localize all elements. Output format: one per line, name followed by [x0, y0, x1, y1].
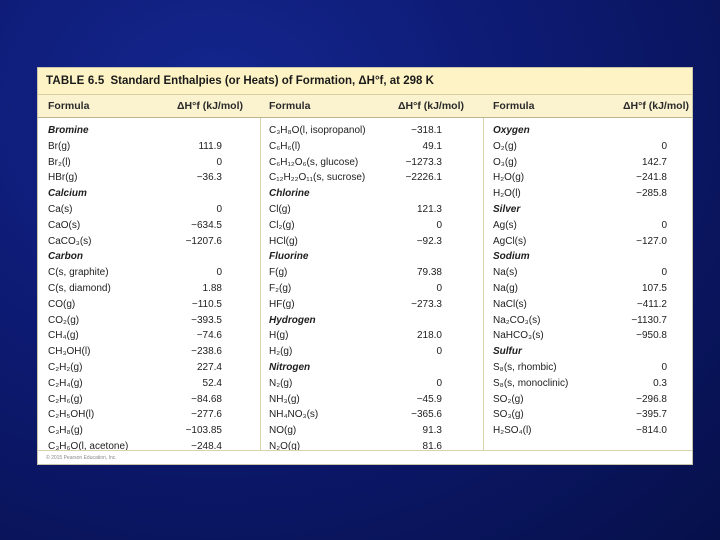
enthalpy-value-cell: −365.6 [411, 409, 442, 421]
enthalpy-value-cell: −950.8 [636, 330, 667, 342]
enthalpy-value-cell: 0 [661, 140, 667, 152]
formula-cell: HBr(g) [48, 172, 78, 184]
table-row [493, 392, 667, 408]
category-label: Nitrogen [269, 361, 311, 373]
table-row [48, 407, 222, 423]
enthalpy-value-cell: −110.5 [191, 298, 222, 310]
table-row [493, 170, 667, 186]
column-header-row [38, 95, 692, 118]
formula-cell: HF(g) [269, 298, 295, 310]
table-row [269, 328, 442, 344]
formula-cell: O₂(g) [493, 140, 517, 152]
enthalpy-value-cell: 0 [436, 377, 442, 389]
table-row [269, 218, 442, 234]
category-label: Sulfur [493, 346, 522, 358]
table-column-2 [269, 123, 442, 455]
table-row [48, 423, 222, 439]
column-divider [483, 118, 484, 450]
enthalpy-value-cell: 121.3 [416, 203, 442, 215]
formula-cell: C₂H₂(g) [48, 361, 83, 373]
category-row [269, 249, 442, 265]
formula-cell: C₃H₆O(l, acetone) [48, 440, 129, 452]
table-row [269, 139, 442, 155]
enthalpy-value-cell: 142.7 [641, 156, 667, 168]
header-value-2: ΔH°f (kJ/mol) [398, 100, 464, 112]
enthalpy-value-cell: 0 [661, 361, 667, 373]
enthalpy-value-cell: 0 [216, 267, 222, 279]
category-row [493, 344, 667, 360]
category-label: Silver [493, 203, 521, 215]
header-formula-1: Formula [48, 100, 90, 112]
enthalpy-value-cell: −1207.6 [185, 235, 222, 247]
table-row [493, 186, 667, 202]
formula-cell: NaHCO₃(s) [493, 330, 544, 342]
table-row [493, 218, 667, 234]
formula-cell: NaCl(s) [493, 298, 527, 310]
table-title: Standard Enthalpies (or Heats) of Formation, ΔH°f, at 298 K [110, 75, 434, 87]
category-label: Bromine [48, 125, 89, 136]
formula-cell: NH₃(g) [269, 393, 300, 405]
enthalpy-value-cell: 52.4 [202, 377, 222, 389]
table-column-1 [48, 123, 222, 455]
category-row [269, 360, 442, 376]
enthalpy-value-cell: −2226.1 [405, 172, 442, 184]
enthalpy-value-cell: 107.5 [641, 282, 667, 294]
enthalpy-value-cell: 81.6 [422, 440, 442, 452]
category-label: Sodium [493, 251, 530, 263]
formula-cell: Na(g) [493, 282, 519, 294]
formula-cell: Na₂CO₃(s) [493, 314, 541, 326]
category-row [269, 186, 442, 202]
enthalpy-value-cell: −45.9 [416, 393, 442, 405]
formula-cell: S₈(s, monoclinic) [493, 377, 569, 389]
enthalpy-value-cell: 91.3 [422, 425, 442, 437]
formula-cell: C₃H₈(g) [48, 425, 83, 437]
enthalpy-value-cell: 0 [436, 346, 442, 358]
formula-cell: HCl(g) [269, 235, 298, 247]
copyright-footer: © 2015 Pearson Education, Inc. [38, 450, 692, 464]
enthalpy-value-cell: −241.8 [636, 172, 667, 184]
table-number: TABLE 6.5 [46, 75, 105, 87]
category-label: Carbon [48, 251, 83, 263]
formula-cell: Br(g) [48, 140, 71, 152]
enthalpy-value-cell: −238.6 [191, 346, 222, 358]
table-row [48, 139, 222, 155]
header-value-1: ΔH°f (kJ/mol) [177, 100, 243, 112]
table-row [48, 313, 222, 329]
enthalpy-value-cell: −393.5 [191, 314, 222, 326]
enthalpy-value-cell: 49.1 [422, 140, 442, 152]
table-row [48, 234, 222, 250]
formula-cell: H₂(g) [269, 346, 293, 358]
enthalpy-value-cell: −84.68 [191, 393, 222, 405]
enthalpy-value-cell: −285.8 [636, 188, 667, 200]
formula-cell: NO(g) [269, 425, 297, 437]
table-row [493, 297, 667, 313]
formula-cell: F(g) [269, 267, 288, 279]
category-label: Oxygen [493, 125, 530, 136]
formula-cell: C(s, diamond) [48, 282, 111, 294]
formula-cell: H₂O(g) [493, 172, 525, 184]
enthalpy-value-cell: −395.7 [636, 409, 667, 421]
enthalpy-value-cell: −273.3 [411, 298, 442, 310]
enthalpy-value-cell: 0 [216, 156, 222, 168]
enthalpy-value-cell: −36.3 [196, 172, 222, 184]
category-row [48, 123, 222, 139]
formula-cell: C₂H₆(g) [48, 393, 83, 405]
category-label: Hydrogen [269, 314, 316, 326]
formula-cell: CaCO₃(s) [48, 235, 92, 247]
enthalpy-value-cell: 0.3 [653, 377, 667, 389]
table-row [48, 202, 222, 218]
category-row [493, 249, 667, 265]
enthalpy-value-cell: −1130.7 [631, 314, 667, 326]
formula-cell: S₈(s, rhombic) [493, 361, 557, 373]
table-row [493, 360, 667, 376]
formula-cell: C₆H₆(l) [269, 140, 301, 152]
category-row [493, 123, 667, 139]
formula-cell: Br₂(l) [48, 156, 71, 168]
table-row [269, 407, 442, 423]
table-row [493, 376, 667, 392]
table-row [269, 297, 442, 313]
formula-cell: H₂O(l) [493, 188, 521, 200]
enthalpy-value-cell: 0 [436, 219, 442, 231]
formula-cell: H(g) [269, 330, 289, 342]
table-column-3 [493, 123, 667, 439]
formula-cell: C₁₂H₂₂O₁₁(s, sucrose) [269, 172, 366, 184]
table-row [48, 328, 222, 344]
table-row [269, 234, 442, 250]
enthalpy-value-cell: 0 [661, 219, 667, 231]
enthalpy-value-cell: −634.5 [191, 219, 222, 231]
table-row [269, 202, 442, 218]
formula-cell: Na(s) [493, 267, 518, 279]
formula-cell: Cl₂(g) [269, 219, 295, 231]
category-row [48, 186, 222, 202]
enthalpy-value-cell: −74.6 [196, 330, 222, 342]
table-row [269, 123, 442, 139]
table-row [48, 297, 222, 313]
enthalpy-value-cell: 111.9 [198, 140, 222, 152]
formula-cell: CaO(s) [48, 219, 81, 231]
formula-cell: Ag(s) [493, 219, 517, 231]
table-row [48, 155, 222, 171]
enthalpy-value-cell: −1273.3 [405, 156, 442, 168]
enthalpy-value-cell: 0 [661, 267, 667, 279]
table-row [493, 328, 667, 344]
enthalpy-value-cell: 227.4 [196, 361, 222, 373]
enthalpy-value-cell: −411.2 [636, 298, 667, 310]
formula-cell: SO₃(g) [493, 409, 524, 421]
table-row [493, 139, 667, 155]
table-row [48, 265, 222, 281]
formula-cell: Ca(s) [48, 203, 73, 215]
table-row [269, 281, 442, 297]
category-row [493, 202, 667, 218]
header-formula-3: Formula [493, 100, 535, 112]
formula-cell: CH₄(g) [48, 330, 79, 342]
table-row [48, 360, 222, 376]
enthalpy-value-cell: −277.6 [191, 409, 222, 421]
category-row [48, 249, 222, 265]
category-label: Fluorine [269, 251, 309, 263]
header-formula-2: Formula [269, 100, 311, 112]
formula-cell: O₃(g) [493, 156, 518, 168]
table-row [48, 392, 222, 408]
table-row [269, 423, 442, 439]
table-row [269, 265, 442, 281]
enthalpy-value-cell: 218.0 [416, 330, 442, 342]
table-row [48, 218, 222, 234]
table-row [493, 313, 667, 329]
formula-cell: F₂(g) [269, 282, 292, 294]
enthalpy-value-cell: −318.1 [411, 125, 442, 136]
table-row [493, 423, 667, 439]
table-row [48, 344, 222, 360]
formula-cell: C₂H₅OH(l) [48, 409, 95, 421]
enthalpy-value-cell: −296.8 [636, 393, 667, 405]
enthalpy-table-card [37, 67, 693, 465]
table-row [493, 155, 667, 171]
table-row [48, 170, 222, 186]
table-row [269, 155, 442, 171]
enthalpy-value-cell: 79.38 [416, 267, 442, 279]
formula-cell: C₆H₁₂O₆(s, glucose) [269, 156, 359, 168]
formula-cell: N₂(g) [269, 377, 293, 389]
formula-cell: SO₂(g) [493, 393, 524, 405]
enthalpy-value-cell: −248.4 [191, 440, 222, 452]
enthalpy-value-cell: −127.0 [636, 235, 667, 247]
category-label: Chlorine [269, 188, 310, 200]
table-row [493, 281, 667, 297]
table-row [269, 376, 442, 392]
formula-cell: C₃H₈O(l, isopropanol) [269, 125, 366, 136]
table-row [269, 170, 442, 186]
enthalpy-value-cell: −92.3 [416, 235, 442, 247]
formula-cell: Cl(g) [269, 203, 291, 215]
table-row [48, 376, 222, 392]
formula-cell: CH₃OH(l) [48, 346, 91, 358]
enthalpy-value-cell: −814.0 [636, 425, 667, 437]
formula-cell: CO₂(g) [48, 314, 80, 326]
formula-cell: N₂O(g) [269, 440, 301, 452]
category-row [269, 313, 442, 329]
table-row [269, 344, 442, 360]
table-row [269, 392, 442, 408]
formula-cell: C₂H₄(g) [48, 377, 83, 389]
column-divider [260, 118, 261, 450]
enthalpy-value-cell: 1.88 [202, 282, 222, 294]
table-row [48, 281, 222, 297]
enthalpy-value-cell: −103.85 [185, 425, 222, 437]
formula-cell: H₂SO₄(l) [493, 425, 532, 437]
table-row [493, 234, 667, 250]
formula-cell: C(s, graphite) [48, 267, 109, 279]
table-row [493, 407, 667, 423]
enthalpy-value-cell: 0 [436, 282, 442, 294]
category-label: Calcium [48, 188, 87, 200]
formula-cell: CO(g) [48, 298, 76, 310]
enthalpy-value-cell: 0 [216, 203, 222, 215]
formula-cell: NH₄NO₃(s) [269, 409, 319, 421]
table-row [493, 265, 667, 281]
formula-cell: AgCl(s) [493, 235, 527, 247]
header-value-3: ΔH°f (kJ/mol) [623, 100, 689, 112]
table-title-bar [38, 68, 692, 95]
